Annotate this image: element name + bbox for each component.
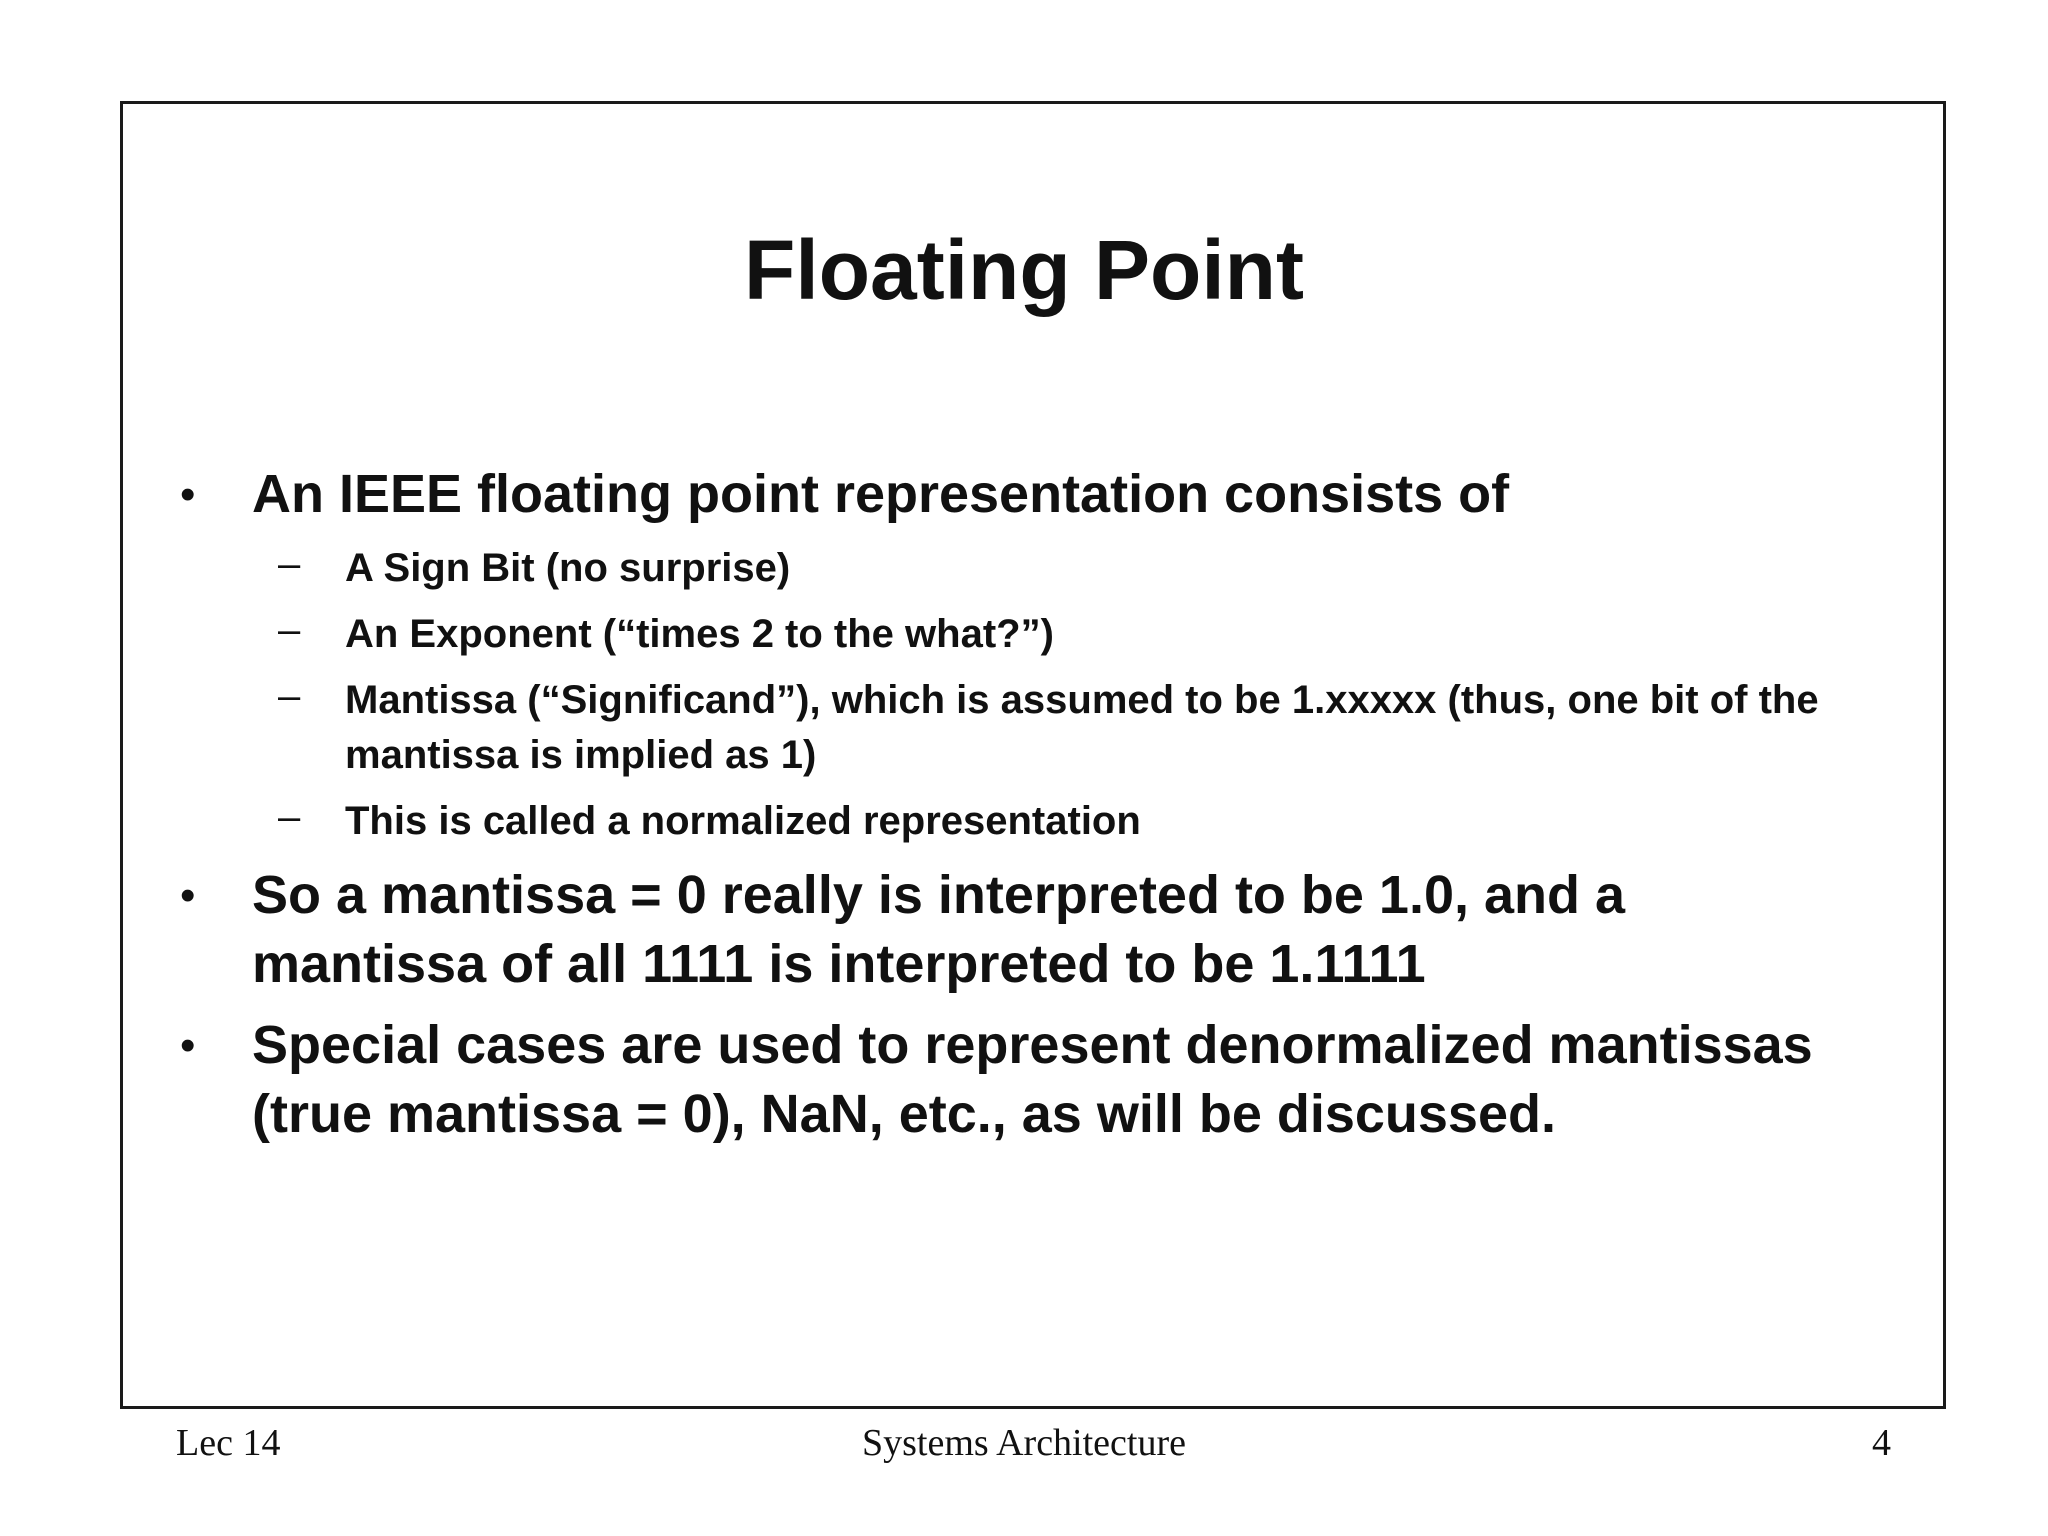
sub-bullet-item [170,673,1870,783]
sub-bullet-list [170,541,1870,849]
footer-lecture-number: Lec 14 [176,1422,281,1464]
bullet-marker: • [180,470,196,519]
sub-bullet-item [170,607,1870,662]
bullet-list [170,460,1870,1161]
bullet-text: So a mantissa = 0 really is interpreted to be 1.0, and a mantissa of all 1111 is interpreted to be 1.1111 [252,865,1626,994]
footer-page-number: 4 [1872,1422,1891,1464]
bullet-item [170,861,1870,999]
bullet-text: An IEEE floating point representation consists of [252,464,1510,524]
sub-bullet-marker: – [278,795,301,839]
bullet-item [170,460,1870,529]
bullet-marker: • [180,1021,196,1070]
sub-bullet-text: This is called a normalized representation [345,799,1141,843]
sub-bullet-text: Mantissa (“Significand”), which is assumed to be 1.xxxxx (thus, one bit of the mantissa is implied as 1) [345,678,1819,777]
sub-bullet-text: A Sign Bit (no surprise) [345,546,791,590]
sub-bullet-marker: – [278,542,301,586]
sub-bullet-marker: – [278,608,301,652]
slide-title: Floating Point [744,223,1304,317]
sub-bullet-text: An Exponent (“times 2 to the what?”) [345,612,1054,656]
bullet-marker: • [180,871,196,920]
footer-course-title: Systems Architecture [862,1422,1186,1464]
bullet-text: Special cases are used to represent denormalized mantissas (true mantissa = 0), NaN, etc., as will be discussed. [252,1015,1813,1144]
sub-bullet-marker: – [278,674,301,718]
sub-bullet-item [170,794,1870,849]
bullet-item [170,1011,1870,1149]
sub-bullet-item [170,541,1870,596]
